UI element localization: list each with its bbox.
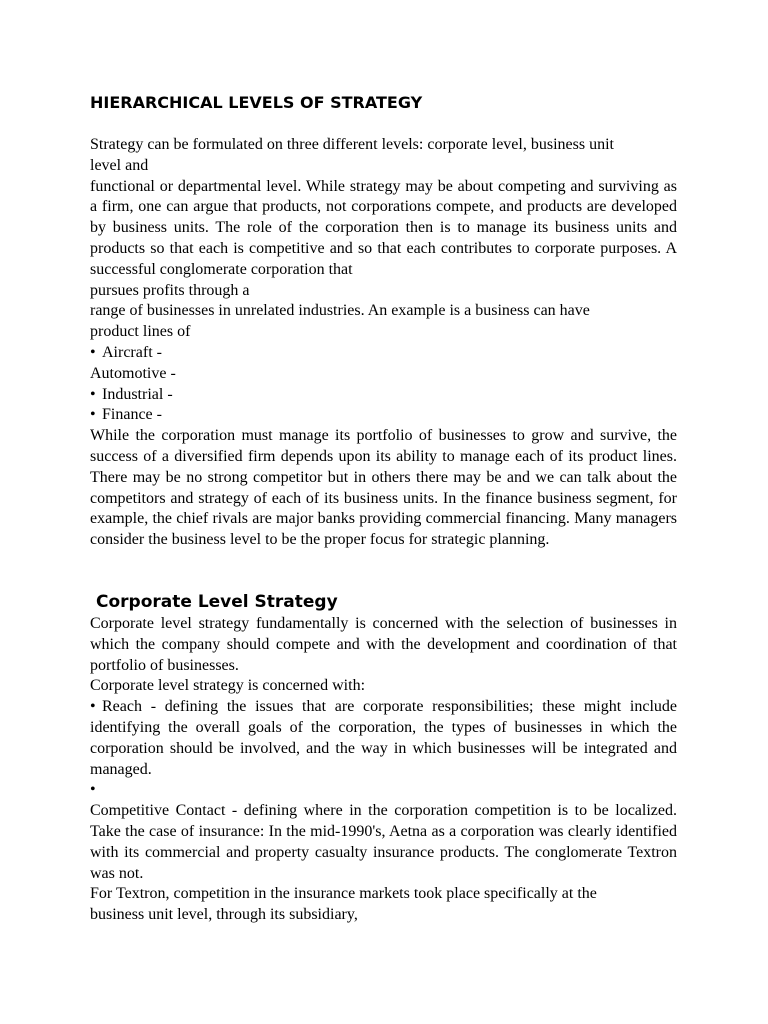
textron-paragraph-tail: business unit level, through its subsidiary, bbox=[90, 906, 358, 924]
textron-paragraph: For Textron, competition in the insurance markets took place specifically at the bbox=[90, 885, 597, 903]
list-item-label: Automotive - bbox=[90, 364, 176, 382]
intro-paragraph-line1: Strategy can be formulated on three different levels: corporate level, business unit bbox=[90, 136, 614, 153]
section-heading-corporate: Corporate Level Strategy bbox=[96, 592, 338, 612]
list-item-reach bbox=[90, 697, 677, 780]
bullet-icon: • bbox=[90, 385, 96, 403]
bullet-icon: • bbox=[90, 698, 96, 716]
list-item-aircraft bbox=[90, 343, 677, 364]
intro-paragraph-3: range of businesses in unrelated industries. An example is a business can have bbox=[90, 302, 590, 320]
list-item-label: Finance - bbox=[102, 406, 162, 424]
intro-paragraph-2: functional or departmental level. While strategy may be about competing and surviving as a firm, one can argue that products, not corporations compete, and products are developed by business units. The role of the corporation then is to manage its business units and products so that each is competitive and so that each contributes to corporate purposes. A successful conglomerate corporation that bbox=[90, 177, 677, 278]
intro-section bbox=[90, 135, 677, 551]
intro-paragraph-line2: level and bbox=[90, 156, 149, 174]
corporate-paragraph-2: Corporate level strategy is concerned with: bbox=[90, 677, 366, 695]
corporate-paragraph-1: Corporate level strategy fundamentally is concerned with the selection of businesses in which the company should compete and with the development and coordination of that portfolio of businesses. bbox=[90, 615, 677, 674]
bullet-icon: • bbox=[90, 406, 96, 424]
portfolio-paragraph: While the corporation must manage its portfolio of businesses to grow and survive, the success of a diversified firm depends upon its ability to manage each of its product lines. There may be no strong competitor but in others there may be and we can talk about the competitors and strategy of each of its business units. In the finance business segment, for example, the chief rivals are major banks providing commercial financing. Many managers consider the business level to be the proper focus for strategic planning. bbox=[90, 427, 677, 549]
list-item-automotive bbox=[90, 364, 677, 385]
list-item-industrial bbox=[90, 385, 677, 406]
intro-paragraph-2-tail: pursues profits through a bbox=[90, 281, 250, 299]
list-item-label: Aircraft - bbox=[102, 343, 162, 361]
bullet-icon: • bbox=[90, 781, 96, 799]
intro-paragraph-3-tail: product lines of bbox=[90, 323, 191, 341]
corporate-section bbox=[90, 614, 677, 926]
list-item-finance bbox=[90, 405, 677, 426]
document-title: HIERARCHICAL LEVELS OF STRATEGY bbox=[90, 93, 423, 112]
bullet-icon: • bbox=[90, 343, 96, 361]
list-item-label: Reach - defining the issues that are corporate responsibilities; these might include identifying the overall goals of the corporation, the types of businesses in which the corporation should be involved, and the way in which businesses will be integrated and managed. bbox=[90, 698, 677, 778]
competitive-contact-paragraph: Competitive Contact - defining where in the corporation competition is to be localized. Take the case of insurance: In the mid-1990's, Aetna as a corporation was clearly identified with its commercial and property casualty insurance products. The conglomerate Textron was not. bbox=[90, 802, 677, 882]
list-item-empty-bullet bbox=[90, 780, 677, 801]
list-item-label: Industrial - bbox=[102, 385, 173, 403]
